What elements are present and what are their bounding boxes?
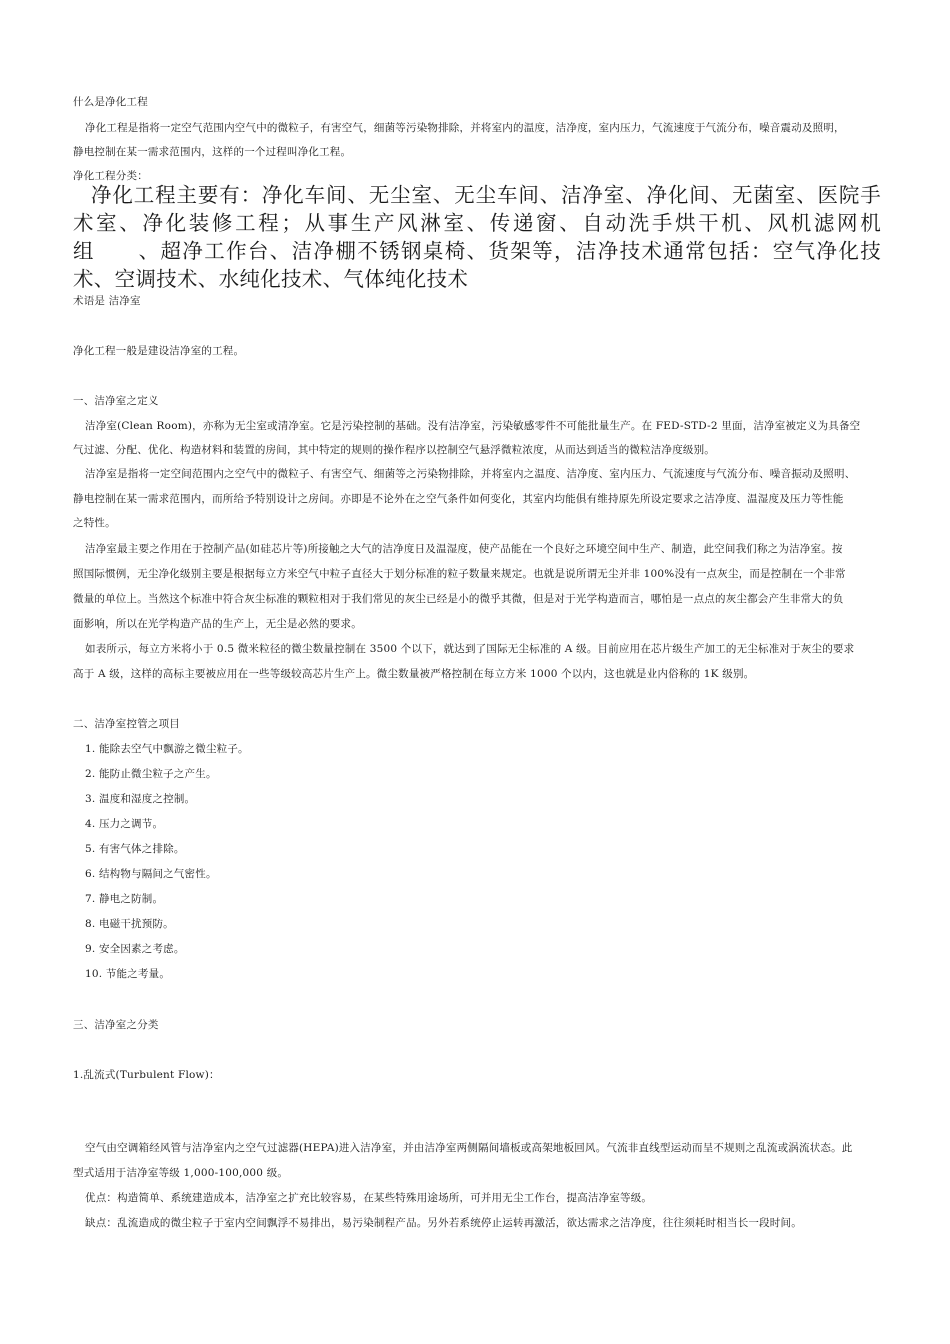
category-body: 净化工程主要有：净化车间、无尘室、无尘车间、洁净室、净化间、无菌室、医院手术室、净化装修工程；从事生产风淋室、传递窗、自动洗手烘干机、风机滤网机组 、超净工作台、洁净棚不锈钢桌椅、货架等，洁净技术通常包括：空气净化技术、空调技术、水纯化技术、气体纯化技术 <box>73 183 881 291</box>
intro-line-2: 静电控制在某一需求范围内，这样的一个过程叫净化工程。 <box>73 146 352 158</box>
list-item: 5. 有害气体之排除。 <box>85 843 185 855</box>
sec1-line: 微量的单位上。当然这个标准中符合灰尘标准的颗粒相对于我们常见的灰尘已经是小的微乎其微，但是对于光学构造而言，哪怕是一点点的灰尘都会产生非常大的负 <box>73 593 844 605</box>
sec1-line: 洁净室(Clean Room)，亦称为无尘室或清净室。它是污染控制的基础。没有洁净室，污染敏感零件不可能批量生产。在 FED-STD-2 里面，洁净室被定义为具备空 <box>85 420 861 432</box>
sec1-line: 高于 A 级，这样的高标主要被应用在一些等级较高芯片生产上。微尘数量被严格控制在每立方米 1000 个以内，这也就是业内俗称的 1K 级别。 <box>73 668 755 680</box>
list-item: 4. 压力之调节。 <box>85 818 164 830</box>
section-3-heading: 三、洁净室之分类 <box>73 1019 159 1031</box>
list-item: 10. 节能之考量。 <box>85 968 171 980</box>
sec1-line: 面影响，所以在光学构造产品的生产上，无尘是必然的要求。 <box>73 618 362 630</box>
sec1-line: 如表所示，每立方米将小于 0.5 微米粒径的微尘数量控制在 3500 个以下，就达到了国际无尘标准的 A 级。目前应用在芯片级生产加工的无尘标准对于灰尘的要求 <box>85 643 855 655</box>
doc-title: 什么是净化工程 <box>73 96 148 108</box>
list-item: 8. 电磁干扰预防。 <box>85 918 174 930</box>
list-item: 7. 静电之防制。 <box>85 893 164 905</box>
sec3-line: 缺点：乱流造成的微尘粒子于室内空间飘浮不易排出，易污染制程产品。另外若系统停止运转再激活，欲达需求之洁净度，往往须耗时相当长一段时间。 <box>85 1217 802 1229</box>
list-item: 1. 能除去空气中飘游之微尘粒子。 <box>85 743 249 755</box>
category-label: 净化工程分类： <box>73 170 148 182</box>
section-1-heading: 一、洁净室之定义 <box>73 395 159 407</box>
general-line: 净化工程一般是建设洁净室的工程。 <box>73 345 245 357</box>
section-2-heading: 二、洁净室控管之项目 <box>73 718 180 730</box>
list-item: 6. 结构物与隔间之气密性。 <box>85 868 217 880</box>
sec3-line: 优点：构造简单、系统建造成本，洁净室之扩充比较容易，在某些特殊用途场所，可并用无尘工作台，提高洁净室等级。 <box>85 1192 653 1204</box>
sec1-line: 洁净室最主要之作用在于控制产品(如硅芯片等)所接触之大气的洁净度日及温湿度，使产品能在一个良好之环境空间中生产、制造，此空间我们称之为洁净室。按 <box>85 543 843 555</box>
section-3-subheading: 1.乱流式(Turbulent Flow)： <box>73 1069 220 1081</box>
list-item: 9. 安全因素之考虑。 <box>85 943 185 955</box>
sec1-line: 气过滤、分配、优化、构造材料和装置的房间，其中特定的规则的操作程序以控制空气悬浮微粒浓度，从而达到适当的微粒洁净度级别。 <box>73 444 715 456</box>
sec1-line: 静电控制在某一需求范围内，而所给予特别设计之房间。亦即是不论外在之空气条件如何变化，其室内均能俱有维持原先所设定要求之洁净度、温湿度及压力等性能 <box>73 493 844 505</box>
term-line: 术语是 洁净室 <box>73 295 141 307</box>
sec3-line: 空气由空调箱经风管与洁净室内之空气过滤器(HEPA)进入洁净室，并由洁净室两侧隔间墙板或高架地板回风。气流非直线型运动而呈不规则之乱流或涡流状态。此 <box>85 1142 853 1154</box>
sec1-line: 之特性。 <box>73 517 116 529</box>
intro-line-1: 净化工程是指将一定空气范围内空气中的微粒子，有害空气，细菌等污染物排除，并将室内的温度，洁净度，室内压力，气流速度于气流分布，噪音震动及照明， <box>85 122 845 134</box>
list-item: 2. 能防止微尘粒子之产生。 <box>85 768 217 780</box>
sec1-line: 照国际惯例，无尘净化级别主要是根据每立方米空气中粒子直径大于划分标准的粒子数量来规定。也就是说所谓无尘并非 100%没有一点灰尘，而是控制在一个非常 <box>73 568 846 580</box>
list-item: 3. 温度和湿度之控制。 <box>85 793 196 805</box>
sec3-line: 型式适用于洁净室等级 1,000-100,000 级。 <box>73 1167 289 1179</box>
sec1-line: 洁净室是指将一定空间范围内之空气中的微粒子、有害空气、细菌等之污染物排除，并将室内之温度、洁净度、室内压力、气流速度与气流分布、噪音振动及照明、 <box>85 468 856 480</box>
